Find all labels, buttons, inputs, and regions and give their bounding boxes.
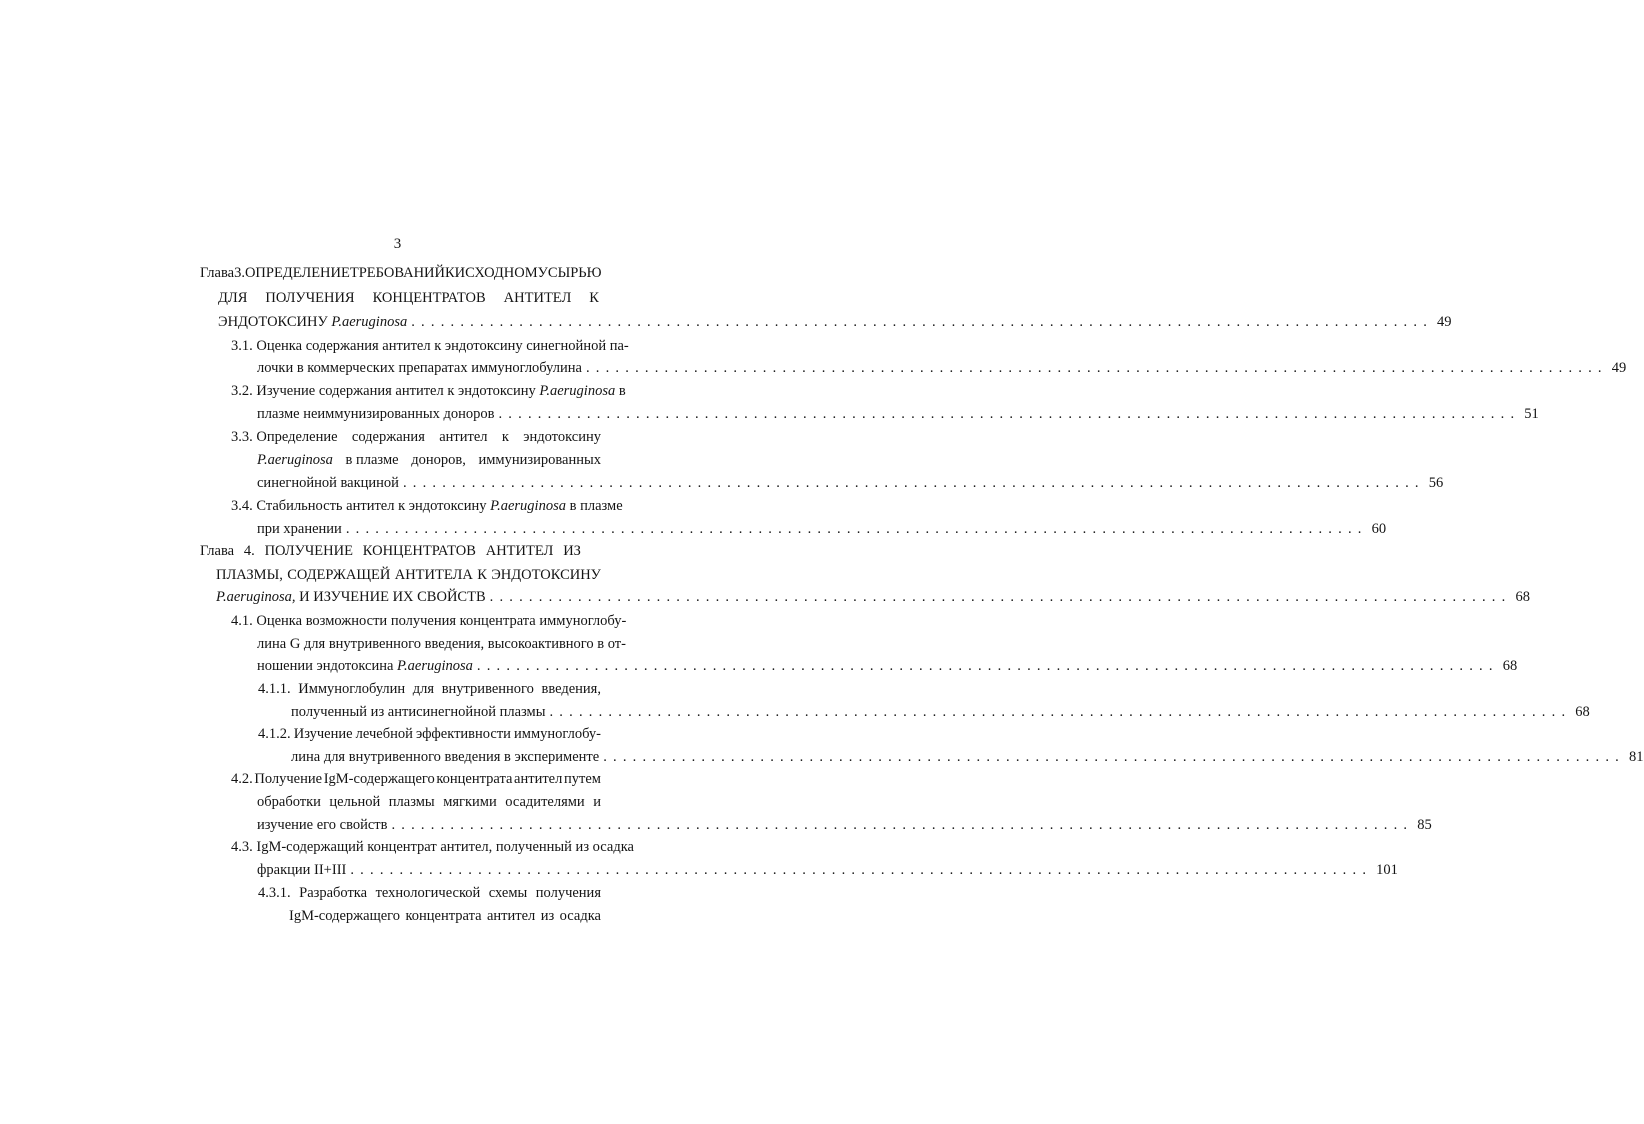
section-4-1-2-line-1 (258, 723, 601, 745)
text: лочки в коммерческих препаратах иммуноглобулина (257, 360, 582, 376)
word: АНТИТЕЛ (485, 543, 554, 559)
section-4-3-line-2 (257, 859, 1398, 881)
chapter-4-heading-line-1 (200, 540, 581, 562)
text: при хранении (257, 521, 342, 537)
word: ИСХОДНОМУ (454, 265, 548, 281)
section-3-1-line-1: 3.1. Оценка содержания антител к эндотоксину синегнойной па- (231, 338, 629, 354)
section-4-1-line-2: лина G для внутривенного введения, высокоактивного в от- (257, 636, 626, 652)
section-4-3-1-line-1 (258, 882, 601, 904)
word: введения, (541, 681, 601, 697)
word: к (501, 429, 509, 445)
page-ref: 68 (1575, 704, 1590, 720)
text: фракции II+III (257, 862, 347, 878)
chapter-3-heading-line-1 (200, 262, 601, 284)
word: IgM-содержащего (289, 908, 401, 924)
word: в плазме (345, 452, 399, 468)
word: иммуноглобу- (514, 726, 601, 742)
word: внутривенного (441, 681, 534, 697)
word: К (589, 290, 599, 306)
word: схемы (488, 885, 528, 901)
word: доноров, (411, 452, 466, 468)
page-ref: 60 (1371, 521, 1387, 537)
word: 4.1.2. (258, 726, 291, 742)
section-4-1-line-3 (257, 655, 1518, 677)
word: 4. (243, 543, 255, 559)
word: осадка (559, 908, 601, 924)
word: путем (563, 771, 601, 787)
word: КОНЦЕНТРАТОВ (372, 290, 486, 306)
word: антител (439, 429, 488, 445)
species-name: P.aeruginosa (490, 498, 566, 514)
word: ПОЛУЧЕНИЯ (265, 290, 355, 306)
chapter-4-heading-line-2 (216, 564, 601, 586)
word: из (540, 908, 555, 924)
chapter-4-heading-line-3 (216, 586, 1530, 608)
word: Разработка (299, 885, 368, 901)
word: К (477, 567, 487, 583)
word: цельной (329, 794, 381, 810)
word: Глава (200, 543, 235, 559)
word: ОПРЕДЕЛЕНИЕ (244, 265, 350, 281)
page-ref: 101 (1376, 862, 1398, 878)
word: иммунизированных (478, 452, 601, 468)
dot-leader: ........................................................................................................ (402, 475, 1425, 491)
page-number: 3 (393, 236, 402, 252)
section-3-3-line-3 (257, 472, 1444, 494)
word: Глава (200, 265, 235, 281)
page-ref: 85 (1417, 817, 1432, 833)
word: К (444, 265, 455, 281)
word: ПЛАЗМЫ, (216, 567, 283, 583)
text: изучение его свойств (257, 817, 388, 833)
page-ref: 56 (1428, 475, 1444, 491)
text: плазме неиммунизированных доноров (257, 406, 495, 422)
text: 3.4. Стабильность антител к эндотоксину (231, 498, 491, 514)
text: 3.2. Изучение содержания антител к эндотоксину (231, 383, 540, 399)
word: 3.3. Определение (231, 429, 338, 445)
chapter-3-heading-line-3 (218, 311, 1452, 333)
section-4-2-line-1 (231, 768, 601, 790)
page-ref: 81 (1629, 749, 1644, 765)
section-3-4-line-1 (231, 495, 623, 517)
dot-leader: ........................................................................................................ (498, 406, 1521, 422)
section-4-2-line-2 (257, 791, 601, 813)
text: синегнойной вакциной (257, 475, 399, 491)
word: 4.3.1. (258, 885, 291, 901)
word: АНТИТЕЛ (503, 290, 572, 306)
word: СОДЕРЖАЩЕЙ (287, 567, 391, 583)
text: полученный из антисинегнойной плазмы (291, 704, 546, 720)
section-4-2-line-3 (257, 814, 1432, 836)
text: лина для внутривенного введения в эксперименте (291, 749, 600, 765)
word: ДЛЯ (218, 290, 248, 306)
word: Получение (254, 771, 323, 787)
word: мягкими (443, 794, 497, 810)
section-3-2-line-2 (257, 403, 1539, 425)
word: обработки (257, 794, 321, 810)
word: для (412, 681, 435, 697)
word: Изучение (293, 726, 353, 742)
dot-leader: ........................................................................................................ (549, 704, 1572, 720)
chapter-3-heading-line-2 (218, 287, 599, 309)
word: КОНЦЕНТРАТОВ (362, 543, 476, 559)
word: осадителями (505, 794, 585, 810)
word: концентрата (436, 771, 513, 787)
word: плазмы (388, 794, 435, 810)
page-ref: 51 (1524, 406, 1539, 422)
word: 4.2. (231, 771, 253, 787)
dot-leader: ........................................................................................................ (345, 521, 1368, 537)
word: Иммуноглобулин (298, 681, 406, 697)
word: лечебной (355, 726, 413, 742)
word: антител (486, 908, 536, 924)
text: в плазме (565, 498, 623, 514)
word: эффективности (415, 726, 511, 742)
word: эндотоксину (523, 429, 601, 445)
word: 3. (234, 265, 245, 281)
section-4-1-1-line-1 (258, 678, 601, 700)
section-4-3-1-line-2 (289, 905, 601, 927)
word: ЭНДОТОКСИНУ (491, 567, 601, 583)
word: технологической (375, 885, 481, 901)
word: СЫРЬЮ (547, 265, 602, 281)
species-name: P.aeruginosa, (216, 589, 296, 605)
page-ref: 49 (1611, 360, 1627, 376)
word: и (593, 794, 601, 810)
dot-leader: ........................................................................................................ (411, 314, 1434, 330)
word: ИЗ (563, 543, 581, 559)
species-name: P.aeruginosa (331, 314, 408, 330)
dot-leader: ........................................................................................................ (350, 862, 1373, 878)
section-4-1-line-1: 4.1. Оценка возможности получения концентрата иммуноглобу- (231, 613, 627, 629)
section-3-4-line-2 (257, 518, 1387, 540)
section-4-3-line-1: 4.3. IgM-содержащий концентрат антител, полученный из осадка (231, 839, 634, 855)
word: содержания (351, 429, 425, 445)
page-ref: 68 (1515, 589, 1530, 605)
text: ЭНДОТОКСИНУ (218, 314, 332, 330)
word: антител (514, 771, 563, 787)
dot-leader: ........................................................................................................ (476, 658, 1499, 674)
dot-leader: ........................................................................................................ (391, 817, 1414, 833)
page-ref: 68 (1502, 658, 1518, 674)
section-3-2-line-1 (231, 380, 626, 402)
section-3-1-line-2 (257, 357, 1627, 379)
section-3-3-line-1 (231, 426, 601, 448)
word: концентрата (405, 908, 482, 924)
text: И ИЗУЧЕНИЕ ИХ СВОЙСТВ (295, 589, 486, 605)
species-name: P.aeruginosa (257, 452, 333, 468)
word: АНТИТЕЛА (394, 567, 473, 583)
text: ношении эндотоксина (257, 658, 398, 674)
word: IgM-содержащего (323, 771, 435, 787)
word: 4.1.1. (258, 681, 291, 697)
word: ТРЕБОВАНИЙ (349, 265, 445, 281)
dot-leader: ........................................................................................................ (585, 360, 1608, 376)
section-3-3-line-2 (257, 449, 601, 471)
page-ref: 49 (1437, 314, 1452, 330)
section-4-1-1-line-2 (291, 701, 1590, 723)
word: получения (535, 885, 601, 901)
dot-leader: ........................................................................................................ (603, 749, 1625, 765)
word: ПОЛУЧЕНИЕ (264, 543, 353, 559)
species-name: P.aeruginosa (539, 383, 616, 399)
dot-leader: ........................................................................................................ (489, 589, 1512, 605)
text: в (615, 383, 626, 399)
species-name: P.aeruginosa (397, 658, 473, 674)
section-4-1-2-line-2 (291, 746, 1644, 768)
